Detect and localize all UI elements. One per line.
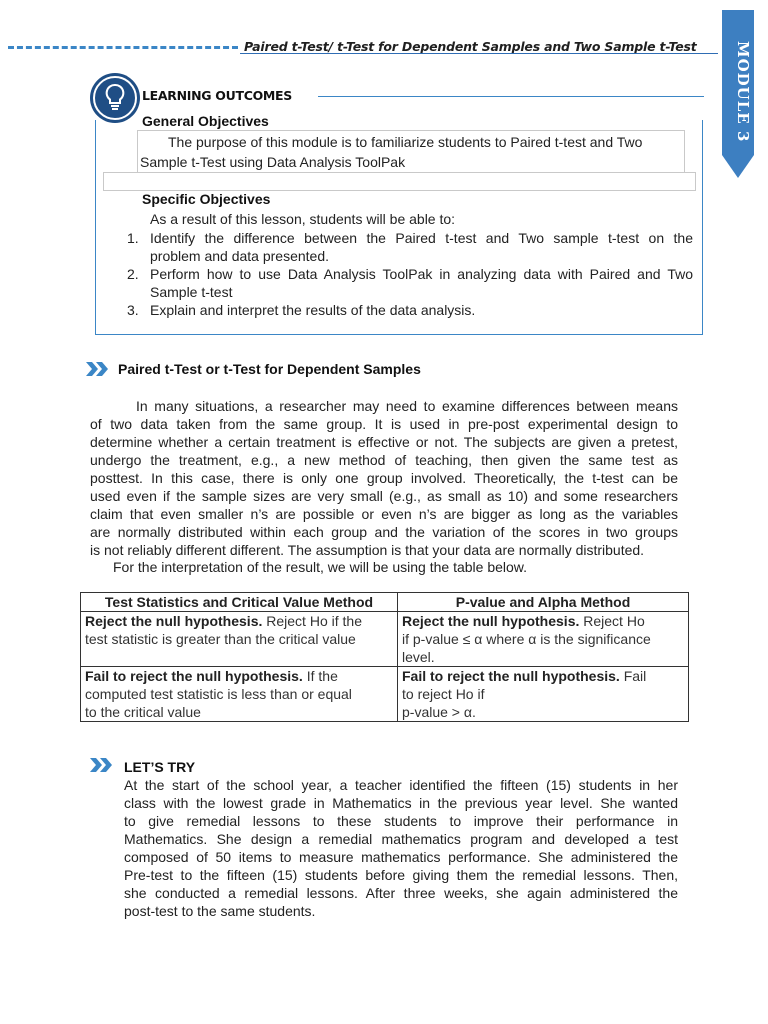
specific-objectives-intro: As a result of this lesson, students will be able to:	[150, 211, 456, 227]
lets-try-title: LET’S TRY	[124, 759, 196, 775]
objective-text: Identify the difference between the Paired t-test and Two sample t-test on the	[150, 230, 693, 246]
table-intro: For the interpretation of the result, we will be using the table below.	[113, 559, 528, 575]
paragraph-line: class with the lowest grade in Mathematics in the previous year level. She wanted	[124, 795, 678, 811]
cell-text: computed test statistic is less than or equal	[85, 686, 352, 702]
double-chevron-icon	[86, 362, 110, 376]
table-row	[81, 612, 689, 667]
cell-bold-lead: Fail to reject the null hypothesis.	[402, 668, 620, 684]
lightbulb-icon	[90, 73, 140, 123]
table-cell	[81, 612, 398, 667]
paragraph-line: undergo the treatment, e.g., a new method of teaching, then given the same test as	[90, 452, 678, 468]
cell-text: If the	[302, 668, 338, 684]
paragraph-line: used even if the sample sizes are very small (e.g., as small as 10) and some researchers	[90, 488, 678, 504]
cell-text: if p-value ≤ α where α is the significance	[402, 631, 651, 647]
general-objectives-heading: General Objectives	[142, 113, 269, 129]
objective-text: Explain and interpret the results of the data analysis.	[150, 302, 476, 318]
table-cell	[398, 667, 689, 722]
module-tab-label: MODULE 3	[734, 41, 752, 143]
cell-bold-lead: Fail to reject the null hypothesis.	[85, 668, 303, 684]
specific-objectives-heading: Specific Objectives	[142, 191, 271, 207]
cell-text: Fail	[619, 668, 647, 684]
cell-bold-lead: Reject the null hypothesis.	[85, 613, 263, 629]
header-dashed-line	[8, 46, 238, 49]
general-objectives-line: The purpose of this module is to familiarize students to Paired t-test and Two	[168, 134, 643, 150]
learning-outcomes-title: LEARNING OUTCOMES	[142, 88, 292, 103]
general-objectives-strip	[103, 172, 696, 191]
double-chevron-icon	[90, 758, 114, 772]
cell-text: Reject Ho if the	[262, 613, 362, 629]
paragraph-line: posttest. In this case, there is only one group involved. Theoretically, the t-test can be	[90, 470, 678, 486]
paragraph-line: Mathematics. She design a remedial mathematics program and developed a test	[124, 831, 678, 847]
paired-section-title: Paired t-Test or t-Test for Dependent Samples	[118, 361, 421, 377]
paragraph-line: to give remedial lessons to these students to improve their performance in	[124, 813, 678, 829]
paragraph-line: she conducted a remedial lessons. After three weeks, she again administered the	[124, 885, 678, 901]
cell-text: Reject Ho	[579, 613, 645, 629]
objective-text: Perform how to use Data Analysis ToolPak in analyzing data with Paired and Two	[150, 266, 693, 282]
paragraph-line: composed of 50 items to measure mathematics performance. She administered the	[124, 849, 678, 865]
lets-try-paragraph	[124, 776, 678, 920]
table-header: P-value and Alpha Method	[398, 593, 689, 612]
table-cell	[81, 667, 398, 722]
objective-number: 3.	[127, 302, 139, 318]
paragraph-line: post-test to the same students.	[124, 903, 316, 919]
cell-text: p-value > α.	[402, 704, 476, 720]
interpretation-table	[80, 592, 689, 722]
table-cell	[398, 612, 689, 667]
cell-text: to reject Ho if	[402, 686, 485, 702]
paragraph-line: of two data taken from the same group. It is used in pre-post experimental design to	[90, 416, 678, 432]
objective-number: 2.	[127, 266, 139, 282]
cell-text: to the critical value	[85, 704, 201, 720]
paragraph-line: are normally distributed within each group and the variation of the scores in two groups	[90, 524, 678, 540]
paragraph-line: Pre-test to the fifteen (15) students before giving them the remedial lessons. Then,	[124, 867, 678, 883]
header-rule	[240, 53, 718, 54]
table-row	[81, 667, 689, 722]
paragraph-line: At the start of the school year, a teacher identified the fifteen (15) students in her	[124, 777, 678, 793]
paragraph-line: determine whether a certain treatment is effective or not. The subjects are given a pretest,	[90, 434, 678, 450]
objective-number: 1.	[127, 230, 139, 246]
paragraph-line: claim that even smaller n’s are possible or even n’s are bigger as long as the variables	[90, 506, 678, 522]
header-title: Paired t-Test/ t-Test for Dependent Samples and Two Sample t-Test	[244, 39, 697, 54]
objective-text: Sample t-test	[150, 284, 233, 300]
cell-text: level.	[402, 649, 435, 665]
objective-text: problem and data presented.	[150, 248, 330, 264]
paired-paragraph	[90, 397, 678, 559]
general-objectives-line: Sample t-Test using Data Analysis ToolPak	[140, 154, 406, 170]
cell-text: test statistic is greater than the critical value	[85, 631, 356, 647]
paragraph-line: is not reliably different different. The assumption is that your data are normally distributed.	[90, 542, 645, 558]
cell-bold-lead: Reject the null hypothesis.	[402, 613, 580, 629]
paragraph-line: In many situations, a researcher may need to examine differences between means	[136, 398, 678, 414]
learning-outcomes-rule	[318, 96, 704, 97]
table-header: Test Statistics and Critical Value Method	[81, 593, 398, 612]
